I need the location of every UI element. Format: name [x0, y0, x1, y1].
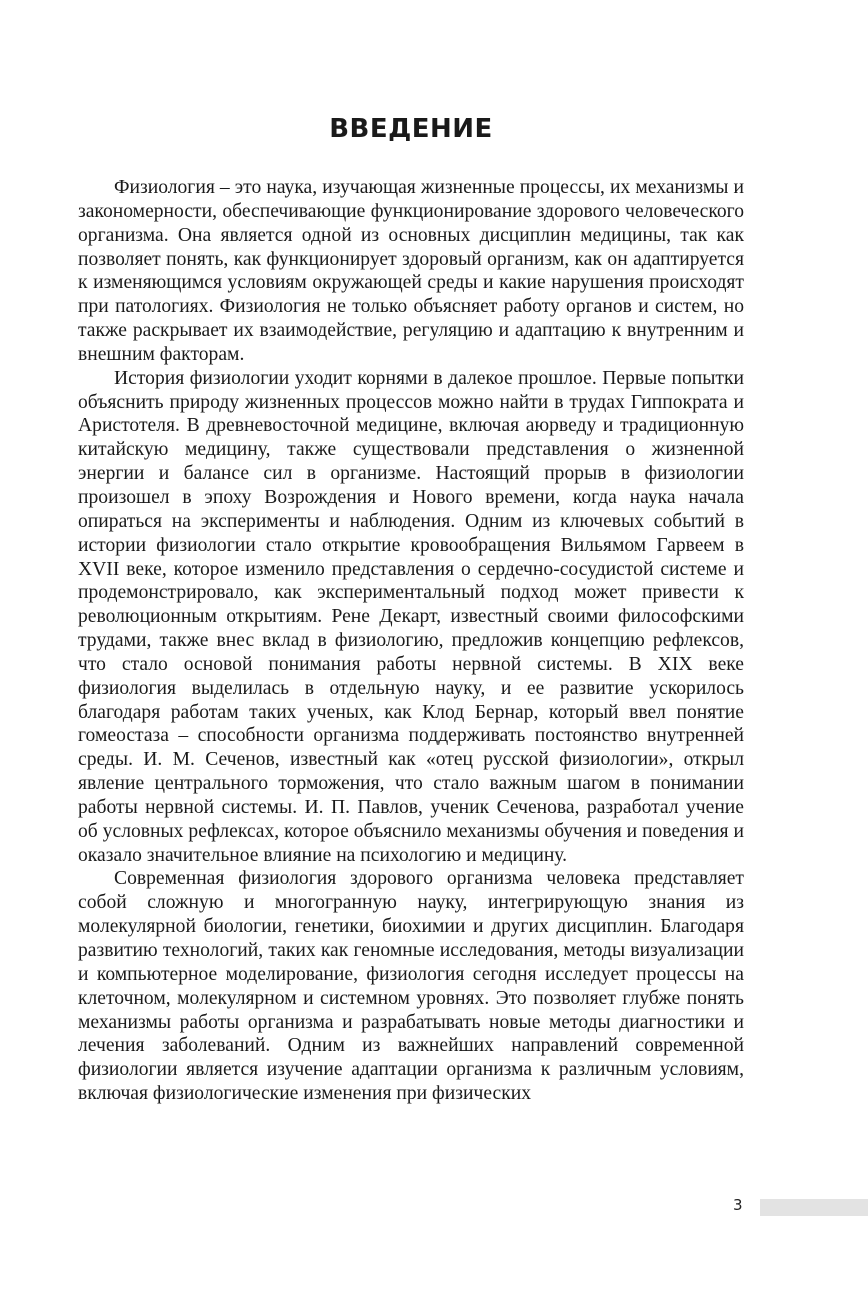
body-text [78, 176, 744, 1106]
page-edge-tab [760, 1199, 868, 1216]
paragraph-intro: Физиология – это наука, изучающая жизненные процессы, их механизмы и закономерности, обеспечивающие функционирование здорового человеческого организма. Она является одной из основных дисциплин медицины, так как позволяет понять, как функционирует здоровый организм, как он адаптируется к изменяющимся условиям окружающей среды и какие нарушения происходят при патологиях. Физиология не только объясняет работу органов и систем, но также раскрывает их взаимодействие, регуляцию и адаптацию к внутренним и внешним факторам. [78, 177, 744, 365]
chapter-title: ВВЕДЕНИЕ [329, 114, 493, 144]
paragraph-history: История физиологии уходит корнями в далекое прошлое. Первые попытки объяснить природу жизненных процессов можно найти в трудах Гиппократа и Аристотеля. В древневосточной медицине, включая аюрведу и традиционную китайскую медицину, также существовали представления о жизненной энергии и балансе сил в организме. Настоящий прорыв в физиологии произошел в эпоху Возрождения и Нового времени, когда наука начала опираться на эксперименты и наблюдения. Одним из ключевых событий в истории физиологии стало открытие кровообращения Вильямом Гарвеем в XVII веке, которое изменило представления о сердечно-сосудистой системе и продемонстрировало, как экспериментальный подход может привести к революционным открытиям. Рене Декарт, известный своими философскими трудами, также внес вклад в физиологию, предложив концепцию рефлексов, что стало основой понимания работы нервной системы. В XIX веке физиология выделилась в отдельную науку, и ее развитие ускорилось благодаря работам таких ученых, как Клод Бернар, который ввел понятие гомеостаза – способности организма поддерживать постоянство внутренней среды. И. М. Сеченов, известный как «отец русской физиологии», открыл явление центрального торможения, что стало важным шагом в понимании работы нервной системы. И. П. Павлов, ученик Сеченова, разработал учение об условных рефлексах, которое объяснило механизмы обучения и поведения и оказало значительное влияние на психологию и медицину. [78, 367, 744, 866]
paragraph-modern: Современная физиология здорового организма человека представляет собой сложную и многогранную науку, интегрирующую знания из молекулярной биологии, генетики, биохимии и других дисциплин. Благодаря развитию технологий, таких как геномные исследования, методы визуализации и компьютерное моделирование, физиология сегодня исследует процессы на клеточном, молекулярном и системном уровнях. Это позволяет глубже понять механизмы работы организма и разрабатывать новые методы диагностики и лечения заболеваний. Одним из важнейших направлений современной физиологии является изучение адаптации организма к различным условиям, включая физиологические изменения при физических [78, 868, 744, 1105]
page-number: 3 [733, 1196, 743, 1214]
